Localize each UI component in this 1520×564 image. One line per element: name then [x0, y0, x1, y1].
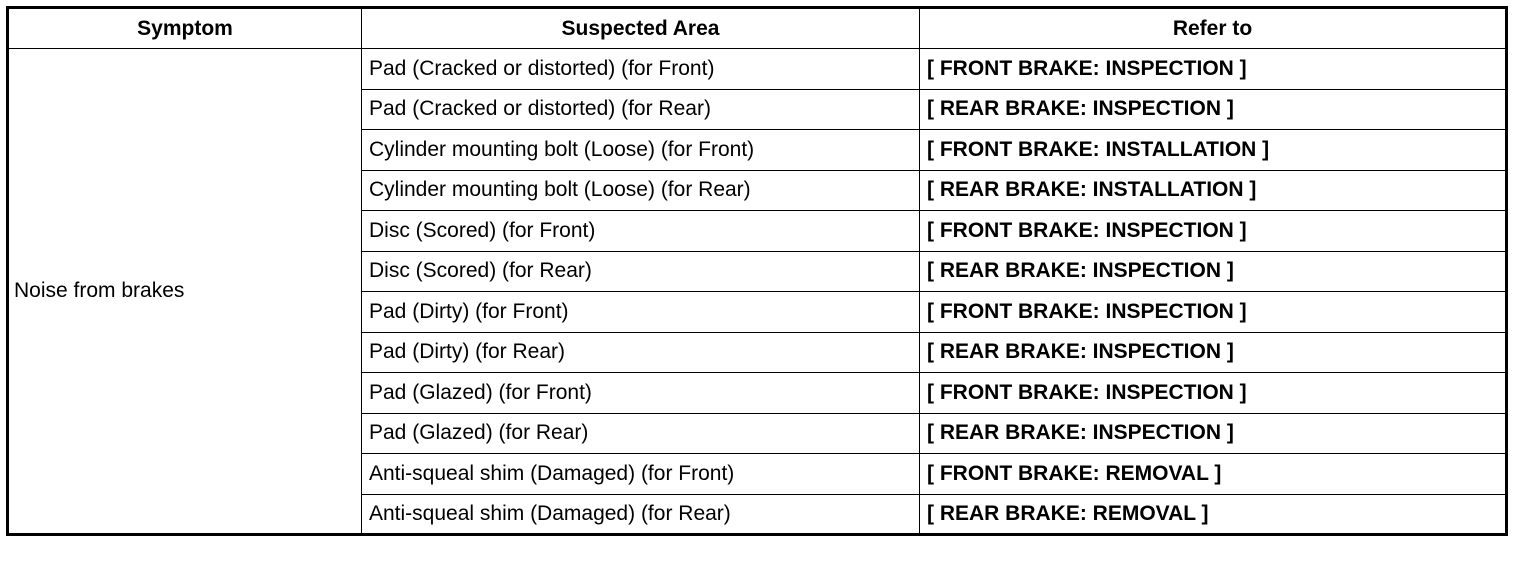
symptom-cell: Noise from brakes — [8, 49, 362, 535]
suspected-area-cell: Cylinder mounting bolt (Loose) (for Rear) — [362, 170, 920, 211]
refer-to-link[interactable]: [ FRONT BRAKE: INSPECTION ] — [920, 211, 1507, 252]
suspected-area-cell: Disc (Scored) (for Front) — [362, 211, 920, 252]
header-symptom: Symptom — [8, 8, 362, 49]
refer-to-link[interactable]: [ FRONT BRAKE: INSTALLATION ] — [920, 130, 1507, 171]
suspected-area-cell: Pad (Glazed) (for Front) — [362, 373, 920, 414]
troubleshooting-table — [6, 6, 1508, 536]
refer-to-link[interactable]: [ REAR BRAKE: INSTALLATION ] — [920, 170, 1507, 211]
refer-to-link[interactable]: [ FRONT BRAKE: REMOVAL ] — [920, 454, 1507, 495]
header-refer-to: Refer to — [920, 8, 1507, 49]
suspected-area-cell: Anti-squeal shim (Damaged) (for Rear) — [362, 494, 920, 535]
refer-to-link[interactable]: [ FRONT BRAKE: INSPECTION ] — [920, 373, 1507, 414]
suspected-area-cell: Pad (Cracked or distorted) (for Rear) — [362, 89, 920, 130]
refer-to-link[interactable]: [ FRONT BRAKE: INSPECTION ] — [920, 292, 1507, 333]
suspected-area-cell: Disc (Scored) (for Rear) — [362, 251, 920, 292]
header-suspected-area: Suspected Area — [362, 8, 920, 49]
refer-to-link[interactable]: [ REAR BRAKE: INSPECTION ] — [920, 89, 1507, 130]
table-body — [8, 49, 1507, 535]
suspected-area-cell: Cylinder mounting bolt (Loose) (for Front) — [362, 130, 920, 171]
refer-to-link[interactable]: [ REAR BRAKE: INSPECTION ] — [920, 413, 1507, 454]
refer-to-link[interactable]: [ REAR BRAKE: REMOVAL ] — [920, 494, 1507, 535]
suspected-area-cell: Pad (Dirty) (for Front) — [362, 292, 920, 333]
refer-to-link[interactable]: [ FRONT BRAKE: INSPECTION ] — [920, 49, 1507, 90]
refer-to-link[interactable]: [ REAR BRAKE: INSPECTION ] — [920, 332, 1507, 373]
suspected-area-cell: Anti-squeal shim (Damaged) (for Front) — [362, 454, 920, 495]
troubleshooting-table-container — [6, 6, 1508, 536]
suspected-area-cell: Pad (Glazed) (for Rear) — [362, 413, 920, 454]
table-header-row — [8, 8, 1507, 49]
suspected-area-cell: Pad (Cracked or distorted) (for Front) — [362, 49, 920, 90]
table-row — [8, 49, 1507, 90]
suspected-area-cell: Pad (Dirty) (for Rear) — [362, 332, 920, 373]
refer-to-link[interactable]: [ REAR BRAKE: INSPECTION ] — [920, 251, 1507, 292]
